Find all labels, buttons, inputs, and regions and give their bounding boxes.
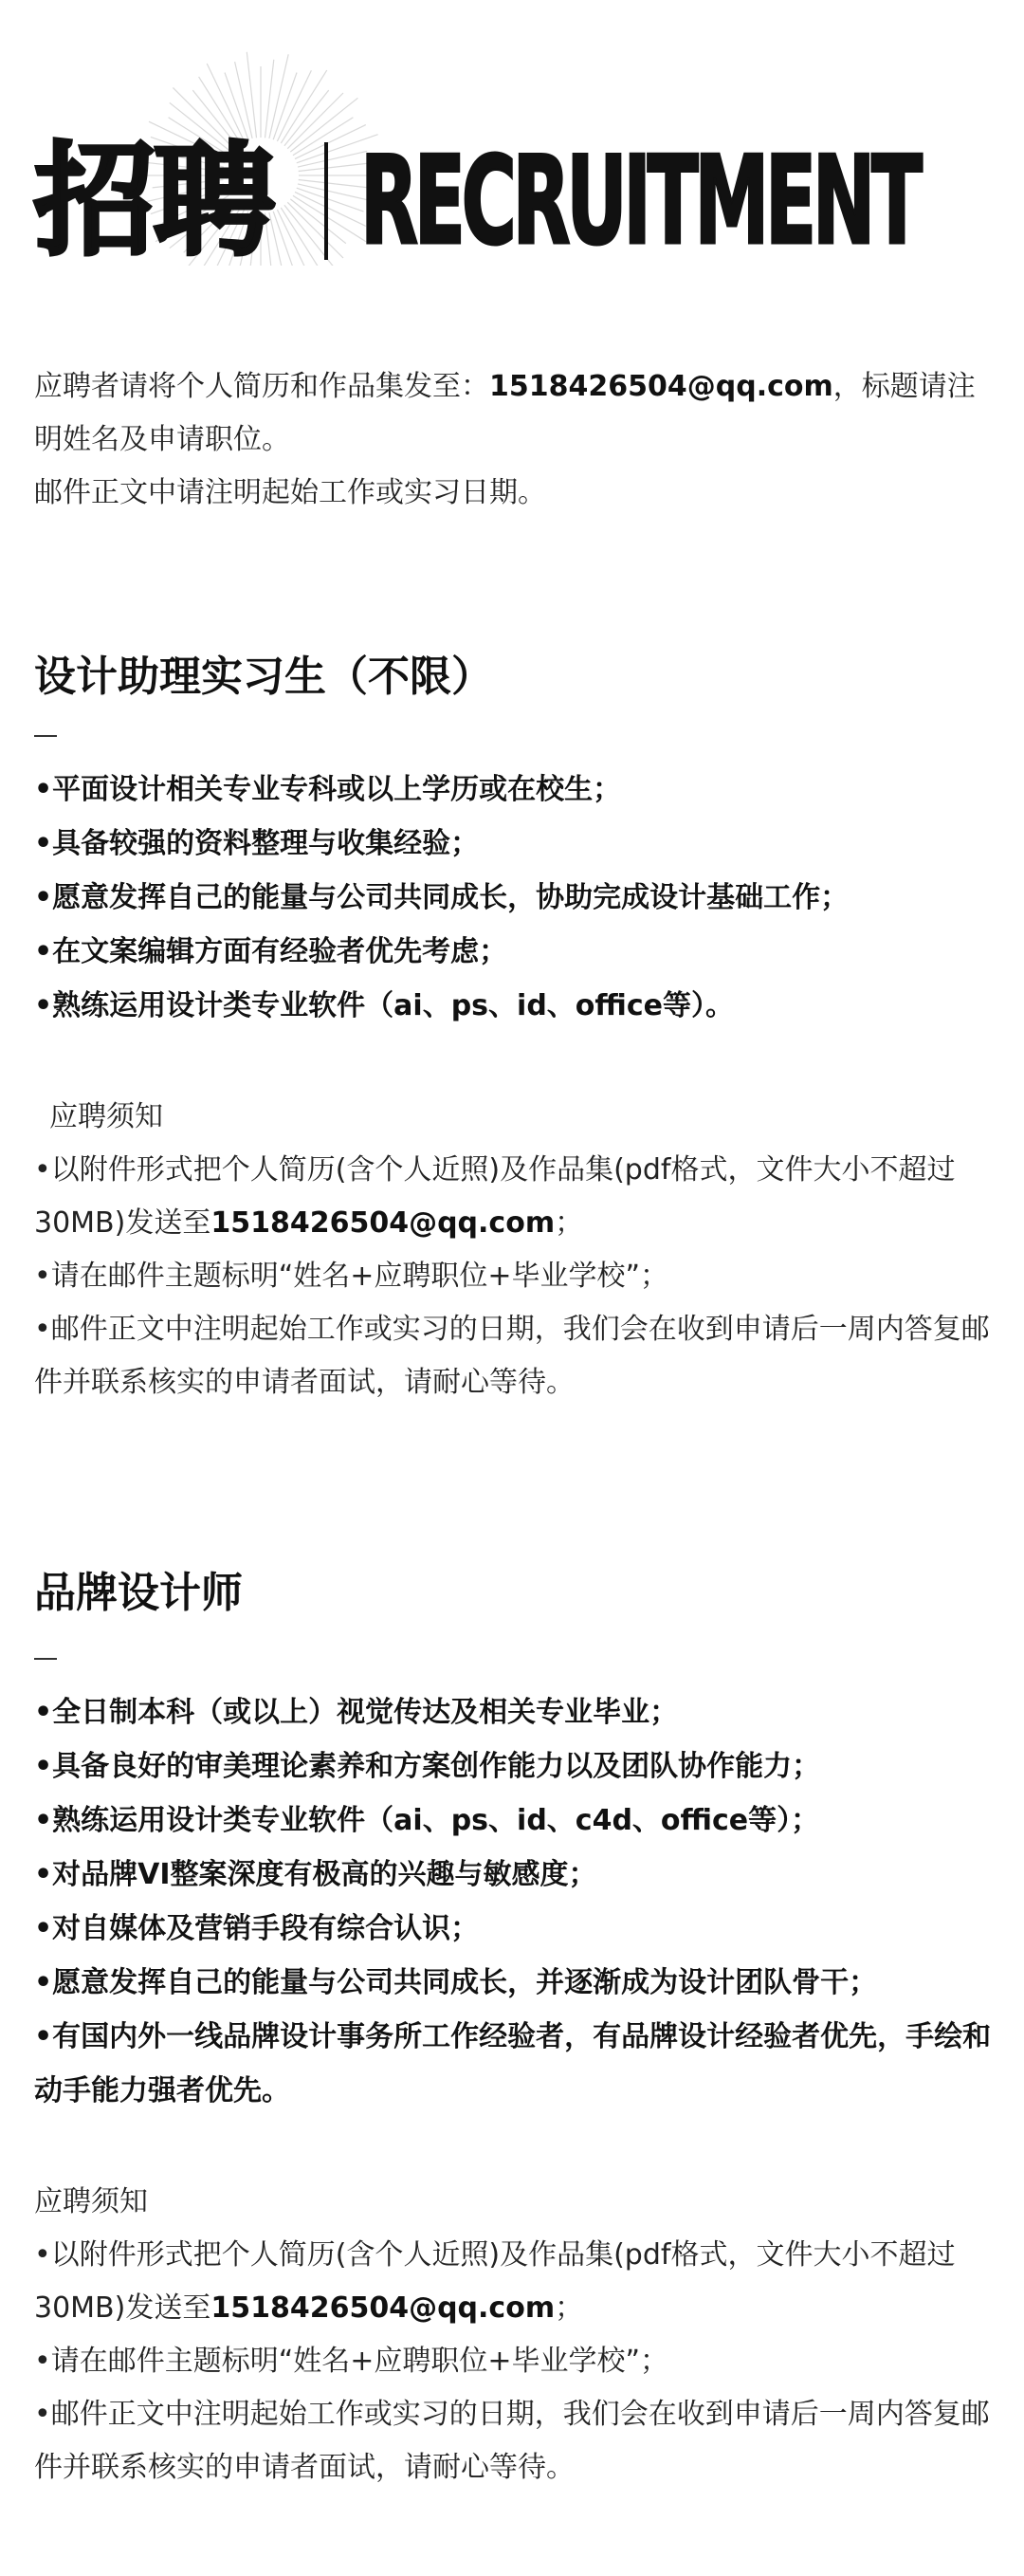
intro [34, 360, 992, 520]
notice-text: •以附件形式把个人简历(含个人近照)及作品集(pdf格式，文件大小不超过30MB)发送至 [34, 2238, 956, 2325]
list-item: •全日制本科（或以上）视觉传达及相关专业毕业； [34, 1696, 679, 1729]
list-item: •熟练运用设计类专业软件（ai、ps、id、office等）。 [34, 989, 734, 1022]
list-item: •在文案编辑方面有经验者优先考虑； [34, 935, 508, 968]
notice-text: ； [555, 1206, 584, 1240]
notice-list-intern [34, 1144, 992, 1409]
sunburst-ray [269, 54, 288, 138]
notice-email[interactable]: 1518426504@qq.com [210, 1206, 556, 1240]
list-item: •愿意发挥自己的能量与公司共同成长，协助完成设计基础工作； [34, 881, 850, 914]
intro-suffix: ，标题请注明姓名及申请职位。 [34, 370, 976, 456]
intro-prefix: 应聘者请将个人简历和作品集发至： [34, 370, 489, 403]
list-item: •具备良好的审美理论素养和方案创作能力以及团队协作能力； [34, 1750, 821, 1783]
list-item: •邮件正文中注明起始工作或实习的日期，我们会在收到申请后一周内答复邮件并联系核实的申请者面试，请耐心等待。 [34, 2398, 990, 2484]
list-item: •具备较强的资料整理与收集经验； [34, 827, 480, 860]
header [0, 0, 1024, 304]
list-item: •有国内外一线品牌设计事务所工作经验者，有品牌设计经验者优先，手绘和动手能力强者优先。 [34, 2020, 992, 2107]
notice-email[interactable]: 1518426504@qq.com [210, 2291, 556, 2325]
job-title-brand-designer: 品牌设计师 [34, 1569, 243, 1617]
intro-email[interactable]: 1518426504@qq.com [489, 370, 833, 403]
requirements-list-intern [34, 763, 992, 1033]
notice-text: •以附件形式把个人简历(含个人近照)及作品集(pdf格式，文件大小不超过30MB)发送至 [34, 1153, 956, 1240]
notice-text: ； [555, 2291, 584, 2325]
list-item: •请在邮件主题标明“姓名+应聘职位+毕业学校”； [34, 2345, 669, 2378]
list-item [34, 1144, 992, 1250]
intro-line-1 [34, 360, 992, 467]
sunburst-ray [247, 52, 256, 138]
section-dash [34, 1658, 57, 1660]
page-title-en: RECRUITMENT [360, 131, 919, 272]
notice-title: 应聘须知 [49, 1100, 163, 1133]
requirements-list-brand-designer [34, 1685, 992, 2118]
list-item: •对品牌VI整案深度有极高的兴趣与敏感度； [34, 1858, 597, 1891]
list-item: •熟练运用设计类专业软件（ai、ps、id、c4d、office等）； [34, 1804, 820, 1837]
notice-title: 应聘须知 [34, 2185, 148, 2218]
section-dash [34, 735, 57, 737]
list-item: •请在邮件主题标明“姓名+应聘职位+毕业学校”； [34, 1260, 669, 1293]
list-item: •邮件正文中注明起始工作或实习的日期，我们会在收到申请后一周内答复邮件并联系核实的申请者面试，请耐心等待。 [34, 1313, 990, 1399]
title-divider [324, 142, 328, 260]
sunburst-ray [273, 212, 302, 266]
list-item [34, 2229, 992, 2335]
list-item: •愿意发挥自己的能量与公司共同成长，并逐渐成为设计团队骨干； [34, 1966, 878, 1999]
job-title-intern: 设计助理实习生（不限） [34, 653, 493, 701]
page-title-cn: 招聘 [34, 131, 274, 272]
intro-line-2: 邮件正文中请注明起始工作或实习日期。 [34, 476, 546, 509]
list-item: •对自媒体及营销手段有综合认识； [34, 1912, 480, 1945]
notice-list-brand-designer [34, 2229, 992, 2494]
list-item: •平面设计相关专业专科或以上学历或在校生； [34, 773, 622, 806]
